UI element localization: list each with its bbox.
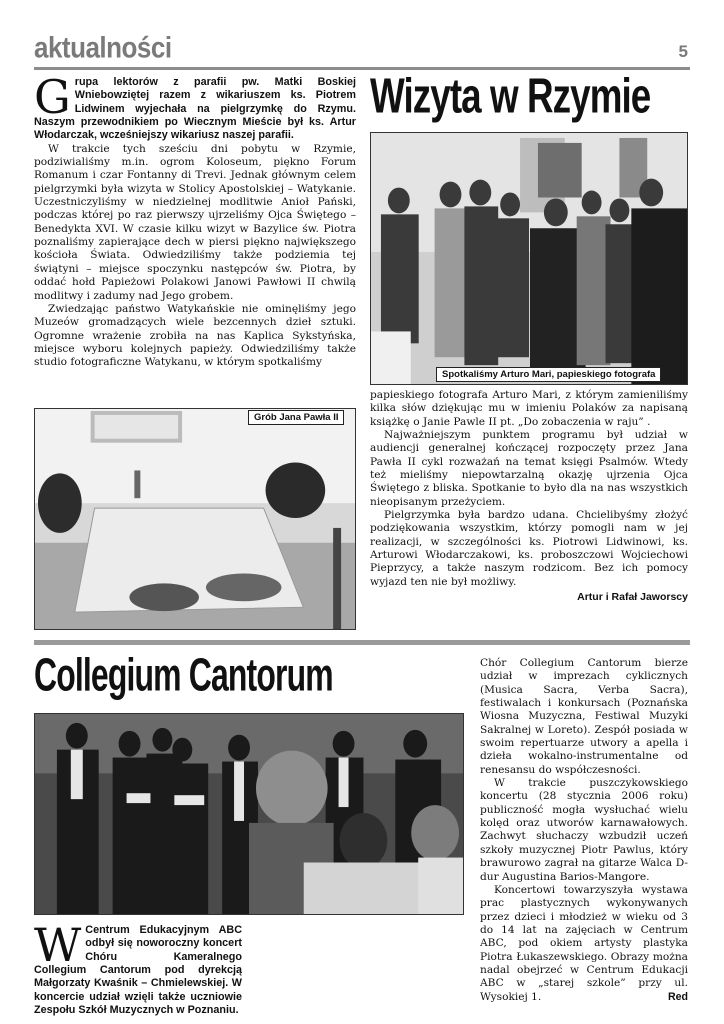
article1-lead: Grupa lektorów z parafii pw. Matki Boskiej Wniebowziętej razem z wikariuszem ks. Piotrem Lidwinem wyjechała na pielgrzymkę do Rzymu. Naszym przewodnikiem po Wiecznym Mieście był ks. Artur Włodarczak, wcześniejszy wikariusz naszej parafii. <box>34 70 356 142</box>
tomb-photo <box>34 408 356 630</box>
article2-signature: Red <box>667 990 688 1003</box>
group-photo-caption: Spotkaliśmy Arturo Mari, papieskiego fotografa <box>436 367 661 382</box>
article2-headline: Collegium Cantorum <box>34 650 333 702</box>
article2-paragraph: Chór Collegium Cantorum bierze udział w imprezach cyklicznych (Musica Sacra, Verba Sacra), festiwalach i konkursach (Poznańska Wiosna Muzyczna, Festiwal Muzyki Sakralnej w Loreto). Zespół posiada w swoim repertuarze utwory a apella i dzieła wokalno-instrumentalne od renesansu do współczesności. <box>480 657 688 776</box>
article2-lead: W Centrum Edukacyjnym ABC odbył się noworoczny koncert Chóru Kameralnego Collegium Cantorum pod dyrekcją Małgorzaty Kwaśnik – Chmielewskiej. W koncercie udział wzięli także uczniowie Zespołu Szkół Muzycznych w Poznaniu. <box>34 918 242 1017</box>
article1-paragraph: papieskiego fotografa Arturo Mari, z którym zamieniliśmy kilka słów dziękując mu w imieniu Polaków za napisaną książkę o Janie Pawle II pt. „Do zobaczenia w raju” . <box>370 389 688 428</box>
article2-paragraph: W trakcie puszczykowskiego koncertu (28 stycznia 2006 roku) publiczność mogła wysłuchać wielu kolęd oraz utworów karnawałowych. Zachwyt słuchaczy wzbudził uczeń szkoły muzycznej Piotr Pawlus, który brawurowo zagrał na gitarze Walca D-dur Augustina Barios-Mangore. <box>480 777 688 883</box>
article1-headline: Wizyta w Rzymie <box>370 70 651 124</box>
article1-dropcap: G <box>34 70 71 124</box>
article2-column-right <box>480 657 688 1004</box>
choir-photo <box>34 713 464 915</box>
article1-paragraph: Zwiedzając państwo Watykańskie nie ominęliśmy jego Muzeów gromadzących wiele bezcennych dzieł sztuki. Ogromne wrażenie zrobiła na nas Kaplica Sykstyńska, miejsce wyboru kolejnych papieży. Odwiedziliśmy także studio fotograficzne Watykanu, w którym spotkaliśmy <box>34 302 356 369</box>
article1-paragraph: Pielgrzymka była bardzo udana. Chcielibyśmy złożyć podziękowania wszystkim, którzy pomogli nam w jej realizacji, w szczególności ks. Piotrowi Lidwinowi, ks. Arturowi Włodarczakowi, ks. proboszczowi Wojciechowi Pieprzycy, a także naszym rodzicom. Bez ich pomocy wyjazd ten nie był możliwy. <box>370 509 688 588</box>
article2-column-left <box>34 918 242 1017</box>
section-title: aktualności <box>34 30 172 65</box>
group-photo <box>370 132 688 385</box>
article1-signature: Artur i Rafał Jaworscy <box>577 591 688 604</box>
article1-paragraph: W trakcie tych sześciu dni pobytu w Rzymie, podziwialiśmy m.in. ogrom Koloseum, piękno Forum Romanum i czar Fontanny di Trevi. Jednak głównym celem pielgrzymki była wizyta w Stolicy Apostolskiej – Watykanie. Uczestniczyliśmy w niedzielnej modlitwie Anioł Pański, podczas której po raz pierwszy ujrzeliśmy Ojca Świętego – Benedykta XVI. W czasie kilku wizyt w Bazylice św. Piotra poznaliśmy zapierające dech w piersi piękno największego kościoła Świata. Odwiedziliśmy także podziemia tej świątyni – miejsce spoczynku następców św. Piotra, by oddać hołd Papieżowi Polakowi Janowi Pawłowi II chwilą modlitwy i zadumy nad Jego grobem. <box>34 142 356 302</box>
article2-paragraph: Koncertowi towarzyszyła wystawa prac plastycznych wykonywanych przez dzieci i młodzież w wieku od 3 do 14 lat na zajęciach w Centrum ABC, pod okiem artysty plastyka Piotra Łukaszewskiego. Obrazy można nadal obejrzeć w Centrum Edukacji ABC w „starej szkole” przy ul. Wysokiej 1. Red <box>480 883 688 1003</box>
tomb-photo-caption: Grób Jana Pawła II <box>248 410 344 425</box>
article2-dropcap: W <box>34 918 82 972</box>
article1-column-left <box>34 70 356 370</box>
article1-paragraph: Najważniejszym punktem programu był udział w audiencji generalnej kończącej rozpoczęty przez Jana Pawła II cykl rozważań na temat księgi Psalmów. Wtedy też mieliśmy niepowtarzalną okazję ujrzenia Ojca Świętego z bliska. Spotkanie to było dla na nas wszystkich nieopisanym przeżyciem. <box>370 429 688 508</box>
page-number: 5 <box>678 42 688 61</box>
section-divider <box>34 640 690 645</box>
article1-column-right <box>370 389 688 605</box>
